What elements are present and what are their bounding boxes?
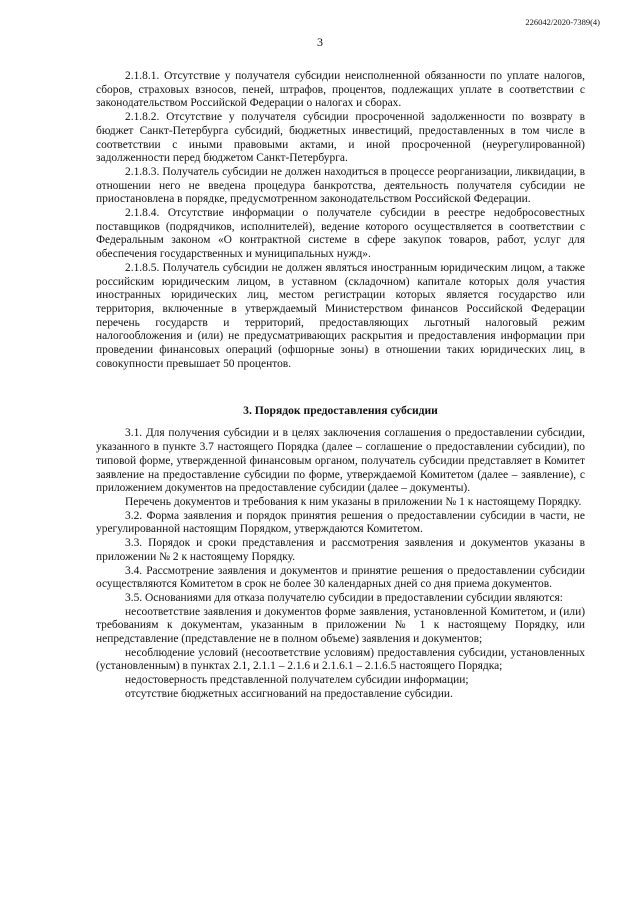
paragraph-2-1-8-5: 2.1.8.5. Получатель субсидии не должен являться иностранным юридическим лицом, а также российским юридическим лицом, в уставном (складочном) капитале которых доля участия иностранных юридических лиц, местом регистрации которых является государство или территория, включенные в утверждаемый Министерством финансов Российской Федерации перечень государств и территорий, предоставляющих льготный налоговый режим налогообложения и (или) не предусматривающих раскрытия и предоставления информации при проведении финансовых операций (офшорные зоны) в отношении таких юридических лиц, в совокупности превышает 50 процентов.	[96, 261, 585, 370]
paragraph-3-5: 3.5. Основаниями для отказа получателю субсидии в предоставлении субсидии являются:	[125, 591, 563, 604]
paragraph-2-1-8-4: 2.1.8.4. Отсутствие информации о получателе субсидии в реестре недобросовестных поставщиков (подрядчиков, исполнителей), ведение которого осуществляется в соответствии с Федеральным законом «О контрактной системе в сфере закупок товаров, работ, услуг для обеспечения государственных и муниципальных нужд».	[96, 207, 585, 261]
document-body	[96, 70, 585, 702]
refusal-reason-1: несоответствие заявления и документов форме заявления, установленной Комитетом, и (или) требованиям к документам, указанным в приложении № 1 к настоящему Порядку, или непредставление (представление не в полном объеме) заявления и документов;	[96, 605, 585, 646]
paragraph-2-1-8-2: 2.1.8.2. Отсутствие у получателя субсидии просроченной задолженности по возврату в бюджет Санкт-Петербурга субсидий, бюджетных инвестиций, предоставленных в том числе в соответствии с иными правовыми актами, и иной просроченной (неурегулированной) задолженности перед бюджетом Санкт-Петербурга.	[96, 111, 585, 165]
paragraph-3-1: 3.1. Для получения субсидии и в целях заключения соглашения о предоставлении субсидии, указанного в пункте 3.7 настоящего Порядка (далее – соглашение о предоставлении субсидии), по типовой форме, утвержденной финансовым органом, получатель субсидии представляет в Комитет заявление на предоставление субсидии по форме, утверждаемой Комитетом (далее – заявление), с приложением документов на предоставление субсидии (далее – документы).	[96, 427, 585, 495]
paragraph-3-4: 3.4. Рассмотрение заявления и документов и принятие решения о предоставлении субсидии осуществляются Комитетом в срок не более 30 календарных дней со дня приема документов.	[96, 564, 585, 591]
paragraph-3-2: 3.2. Форма заявления и порядок принятия решения о предоставлении субсидии в части, не урегулированной настоящим Порядком, утверждаются Комитетом.	[96, 509, 585, 536]
paragraph-3-3: 3.3. Порядок и сроки представления и рассмотрения заявления и документов указаны в приложении № 2 к настоящему Порядку.	[96, 537, 585, 563]
paragraph-2-1-8-3: 2.1.8.3. Получатель субсидии не должен находиться в процессе реорганизации, ликвидации, в отношении него не введена процедура банкротства, деятельность получателя субсидии не приостановлена в порядке, предусмотренном законодательством Российской Федерации.	[96, 165, 585, 206]
document-number: 226042/2020-7389(4)	[525, 17, 600, 27]
paragraph-2-1-8-1: 2.1.8.1. Отсутствие у получателя субсидии неисполненной обязанности по уплате налогов, сборов, страховых взносов, пеней, штрафов, процентов, подлежащих уплате в соответствии с законодательством Российской Федерации о налогах и сборах.	[96, 70, 585, 110]
refusal-reason-4: отсутствие бюджетных ассигнований на предоставление субсидии.	[125, 687, 453, 700]
paragraph-document-list: Перечень документов и требования к ним указаны в приложении № 1 к настоящему Порядку.	[125, 495, 582, 508]
refusal-reason-2: несоблюдение условий (несоответствие условиям) предоставления субсидии, установленных (установленным) в пунктах 2.1, 2.1.1 – 2.1.6 и 2.1.6.1 – 2.1.6.5 настоящего Порядка;	[96, 646, 585, 673]
refusal-reason-3: недостоверность представленной получателем субсидии информации;	[125, 674, 469, 687]
section-heading: 3. Порядок предоставления субсидии	[243, 404, 438, 418]
page-number: 3	[317, 35, 323, 49]
